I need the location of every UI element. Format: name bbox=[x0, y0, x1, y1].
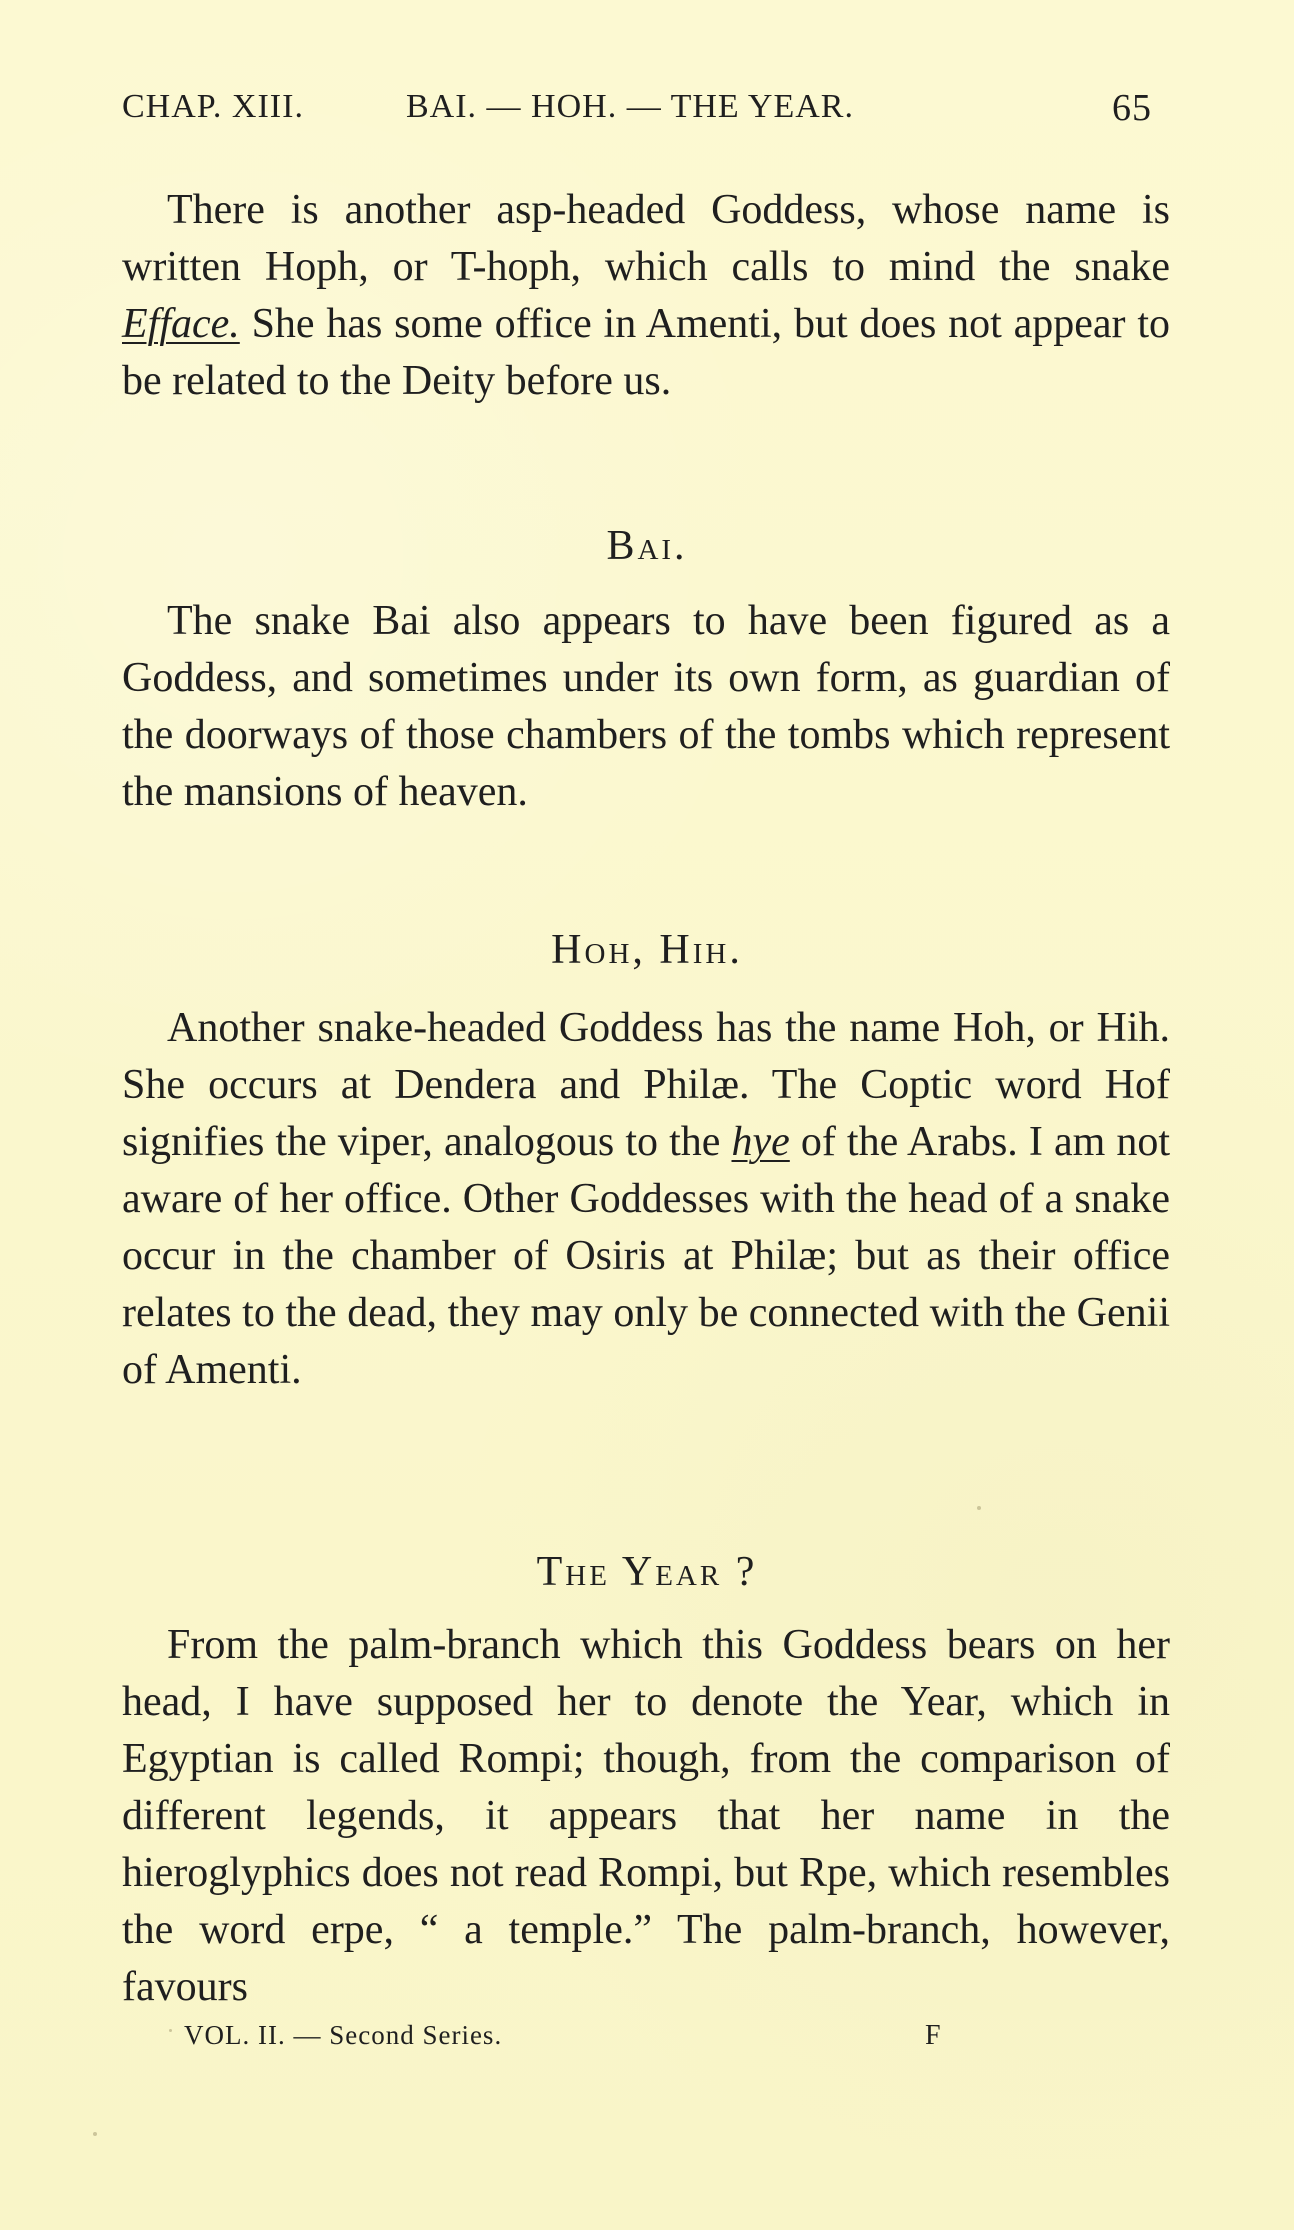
running-title: BAI. — HOH. — THE YEAR. bbox=[406, 88, 854, 125]
hye-word: hye bbox=[731, 1119, 790, 1165]
intro-paragraph bbox=[122, 182, 1170, 410]
paper-speck bbox=[169, 2029, 172, 2032]
chapter-label: CHAP. XIII. bbox=[122, 88, 304, 125]
year-paragraph-block bbox=[122, 1617, 1170, 2016]
page-footer bbox=[0, 2020, 1294, 2060]
hoh-text: Another snake-headed Goddess has the name Hoh, or Hih. She occurs at Dendera and Philæ. The Coptic word Hof signifies the viper, analogous to the bbox=[122, 1005, 1170, 1165]
hoh-heading: Hoh, Hih. bbox=[551, 927, 743, 973]
running-header bbox=[122, 88, 1172, 138]
signature-mark: F bbox=[925, 2020, 942, 2051]
efface-word: Efface. bbox=[122, 301, 240, 347]
hoh-paragraph bbox=[122, 1000, 1170, 1399]
intro-text: There is another asp-headed Goddess, whose name is written Hoph, or T-hoph, which calls to mind the snake bbox=[122, 187, 1170, 290]
paper-speck bbox=[93, 2132, 97, 2136]
bai-heading: Bai. bbox=[606, 523, 688, 569]
paper-speck bbox=[977, 1506, 981, 1510]
year-heading: The Year ? bbox=[536, 1549, 758, 1595]
intro-paragraph-block bbox=[122, 182, 1170, 410]
bai-paragraph-block bbox=[122, 593, 1170, 821]
hoh-text-continued: of the Arabs. I am not aware of her office. Other Goddesses with the head of a snake occur in the chamber of Osiris at Philæ; but as their office relates to the dead, they may only be connected with the Genii of Amenti. bbox=[122, 1119, 1171, 1393]
page-number: 65 bbox=[1112, 87, 1152, 129]
hoh-paragraph-block bbox=[122, 1000, 1170, 1399]
volume-series-label: VOL. II. — Second Series. bbox=[184, 2020, 503, 2050]
year-paragraph: From the palm-branch which this Goddess bears on her head, I have supposed her to denote the Year, which in Egyptian is called Rompi; though, from the comparison of different legends, it appears that her name in the hieroglyphics does not read Rompi, but Rpe, which resembles the word erpe, “ a temple.” The palm-branch, however, favours bbox=[122, 1622, 1170, 2010]
intro-text-continued: She has some office in Amenti, but does not appear to be related to the Deity before us. bbox=[122, 301, 1170, 404]
bai-paragraph: The snake Bai also appears to have been figured as a Goddess, and sometimes under its own form, as guardian of the doorways of those chambers of the tombs which represent the mansions of heaven. bbox=[122, 598, 1170, 815]
